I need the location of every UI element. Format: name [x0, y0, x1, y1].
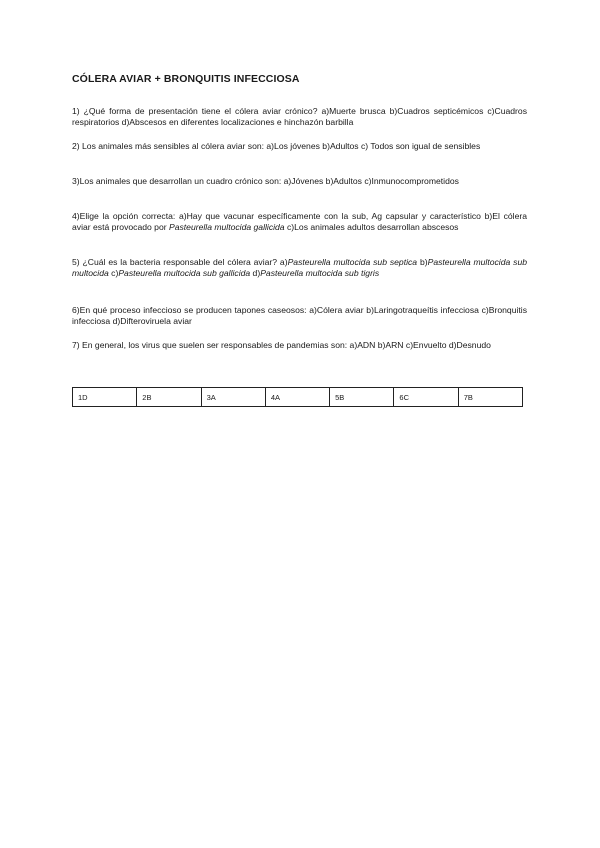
question-3: 3)Los animales que desarrollan un cuadro crónico son: a)Jóvenes b)Adultos c)Inmunocomprometidos [72, 176, 459, 186]
question-5-text-a: 5) ¿Cuál es la bacteria responsable del cólera aviar? a) [72, 257, 288, 267]
question-5-option-c: Pasteurella multocida sub gallicida [118, 268, 251, 279]
answer-cell: 5B [330, 388, 394, 407]
answer-key-row [73, 388, 523, 407]
question-4-text-b: c)Los animales adultos desarrollan abscesos [284, 222, 459, 233]
answer-key-table [72, 387, 523, 407]
answer-cell: 3A [201, 388, 265, 407]
question-4-species: Pasteurella multocida gallicida [168, 222, 285, 233]
answer-cell: 7B [458, 388, 522, 407]
document-title: CÓLERA AVIAR + BRONQUITIS INFECCIOSA [72, 73, 300, 85]
question-4-text-a: 4)Elige la opción correcta: a)Hay que vacunar específicamente con la sub, Ag capsular y característico b)El cólera aviar está provocado por [72, 211, 527, 233]
question-2: 2) Los animales más sensibles al cólera aviar son: a)Los jóvenes b)Adultos c) Todos son igual de sensibles [72, 141, 481, 151]
question-5-text-c: c) [108, 268, 119, 279]
question-5-option-b: Pasteurella multocida sub multocida [72, 257, 527, 279]
answer-cell: 1D [73, 388, 137, 407]
question-5-option-a: Pasteurella multocida sub septica [287, 257, 418, 267]
question-5-option-d: Pasteurella multocida sub tigris [260, 268, 380, 279]
question-5 [72, 257, 527, 280]
question-5-text-b: b) [417, 257, 428, 267]
answer-cell: 4A [265, 388, 329, 407]
question-4 [72, 211, 527, 234]
question-6: 6)En qué proceso infeccioso se producen tapones caseosos: a)Cólera aviar b)Laringotraqueítis infecciosa c)Bronquitis infecciosa d)Difteroviruela aviar [72, 305, 527, 327]
answer-cell: 2B [137, 388, 201, 407]
question-7: 7) En general, los virus que suelen ser responsables de pandemias son: a)ADN b)ARN c)Envuelto d)Desnudo [72, 340, 491, 350]
question-5-text-d: d) [250, 268, 261, 279]
question-1: 1) ¿Qué forma de presentación tiene el cólera aviar crónico? a)Muerte brusca b)Cuadros septicémicos c)Cuadros respiratorios d)Abscesos en diferentes localizaciones e hinchazón barbilla [72, 106, 527, 128]
answer-cell: 6C [394, 388, 458, 407]
